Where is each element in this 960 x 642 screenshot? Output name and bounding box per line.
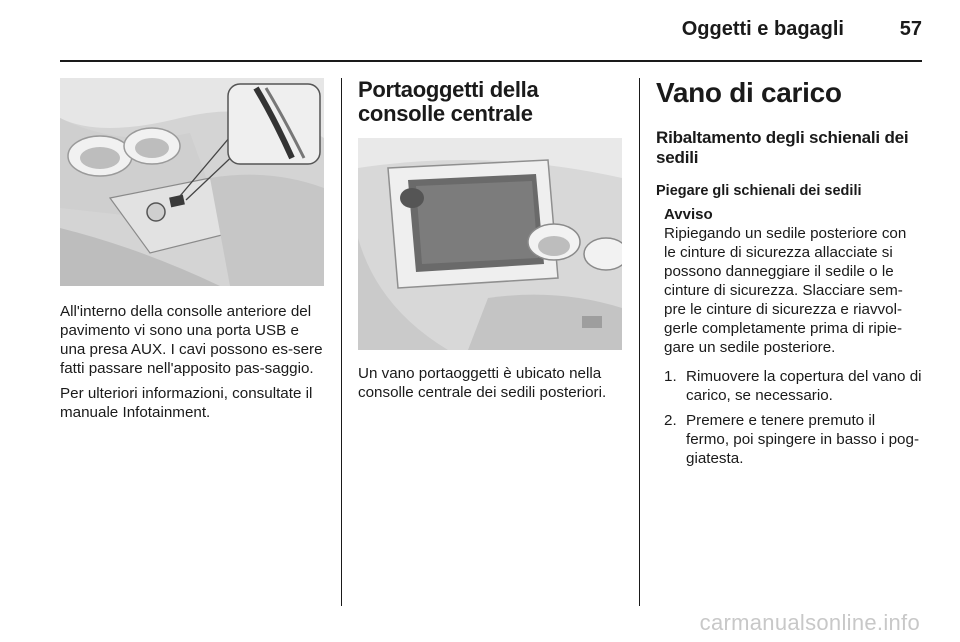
column-divider — [639, 78, 640, 606]
notice-text: Ripiegando un sedile posteriore con le cinture di sicurezza allacciate si possono danneggiare il sedile o le cinture di sicurezza. Slacciare sem-pre le cinture di sicurezza e riavvol-gerle completamente prima di ripie-gare un sedile posteriore. — [664, 225, 907, 356]
step-text: Premere e tenere premuto il fermo, poi spingere in basso i pog-giatesta. — [686, 412, 920, 467]
step-number: 2. — [664, 412, 677, 429]
middle-column — [358, 78, 622, 408]
usb-aux-paragraph: All'interno della consolle anteriore del pavimento vi sono una porta USB e una presa AUX. I cavi possono es-sere fatti passare nell'apposito pas-saggio. — [60, 303, 323, 377]
list-item — [664, 367, 922, 405]
step-number: 1. — [664, 368, 677, 385]
page-number: 57 — [899, 18, 922, 40]
watermark: carmanualsonline.info — [699, 610, 920, 635]
infotainment-reference-paragraph: Per ulteriori informazioni, consultate il manuale Infotainment. — [60, 385, 313, 421]
subsubsection-title-fold-seatbacks: Piegare gli schienali dei sedili — [656, 183, 862, 199]
rear-console-storage-illustration — [358, 138, 622, 350]
list-item — [664, 411, 922, 468]
notice-title: Avviso — [664, 206, 713, 223]
section-title-cargo-area: Vano di carico — [656, 77, 842, 108]
step-text: Rimuovere la copertura del vano di carico, se necessario. — [686, 368, 922, 404]
left-column — [60, 78, 324, 428]
column-divider — [341, 78, 342, 606]
subsection-title-fold-seatbacks: Ribaltamento degli schienali dei sedili — [656, 128, 909, 167]
steps-list — [656, 367, 922, 468]
page-header-title: Oggetti e bagagli — [681, 18, 844, 40]
notice-block — [656, 206, 922, 357]
rear-console-paragraph: Un vano portaoggetti è ubicato nella consolle centrale dei sedili posteriori. — [358, 365, 607, 401]
header-rule — [60, 60, 922, 62]
section-title-center-console: Portaoggetti della consolle centrale — [358, 77, 539, 126]
front-console-usb-aux-illustration — [60, 78, 324, 286]
right-column — [656, 78, 922, 474]
